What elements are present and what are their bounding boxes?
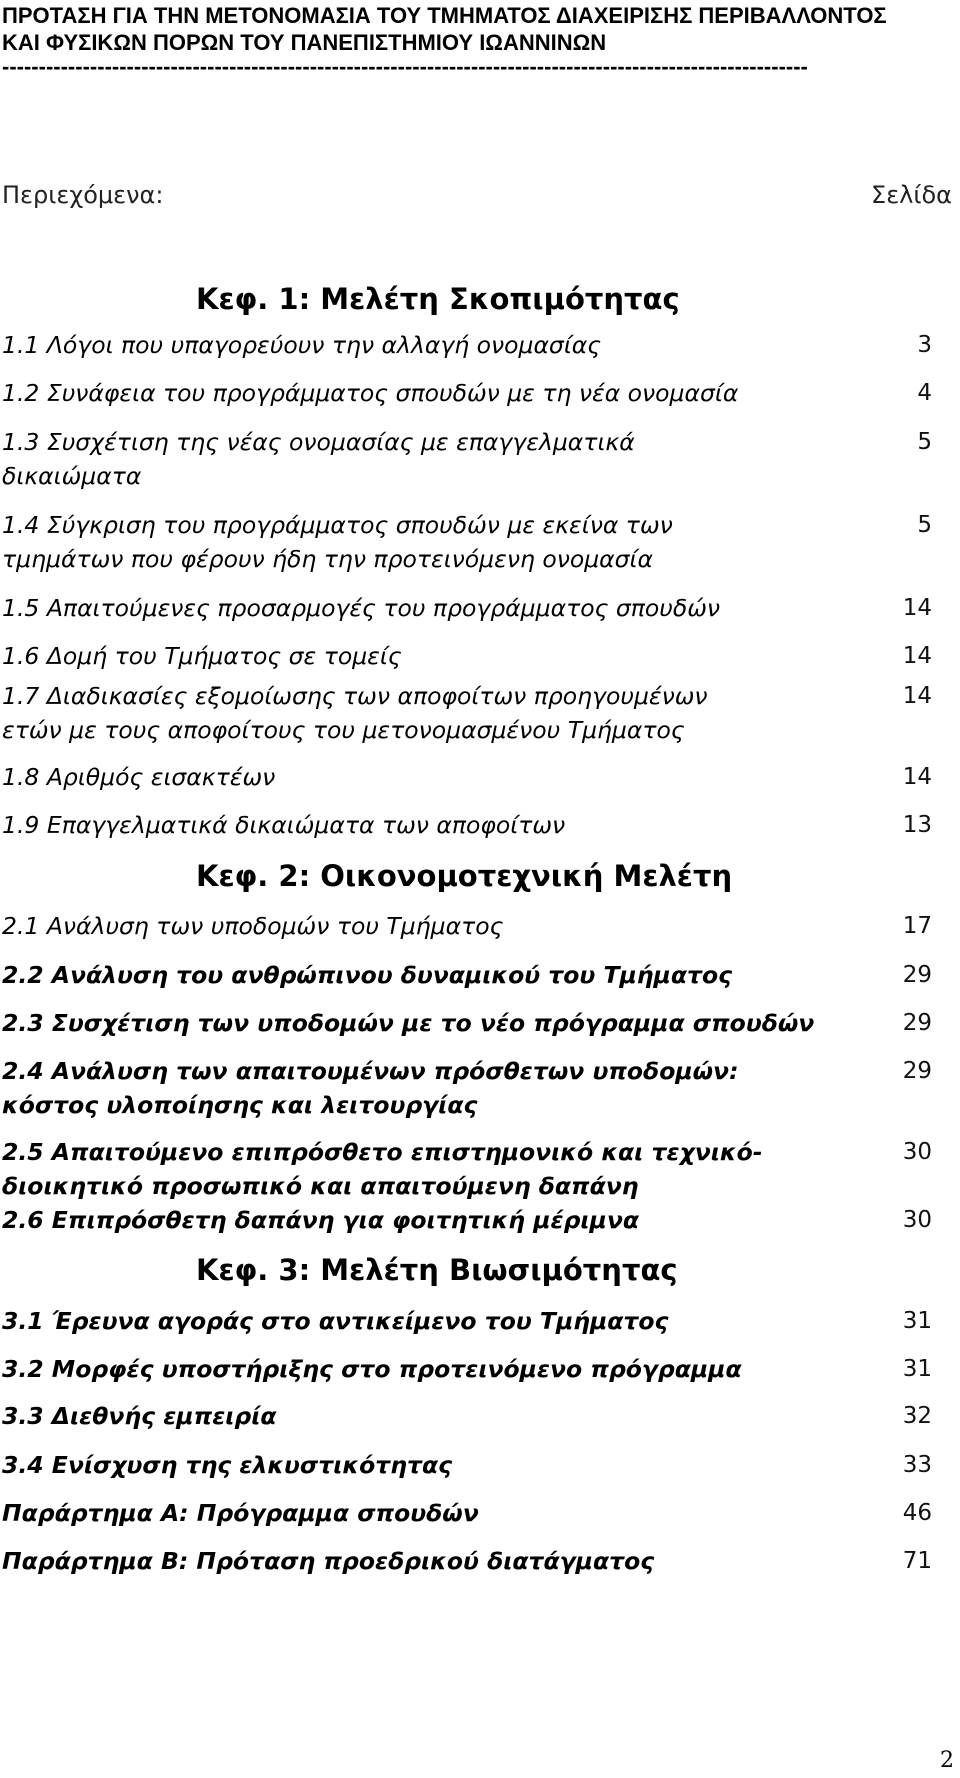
toc-entry-2-3: 2.3 Συσχέτιση των υποδομών με το νέο πρόγραμμα σπουδών 29 [2,1006,932,1040]
toc-page-number: 31 [902,1308,932,1334]
title-line-1: ΠΡΟΤΑΣΗ ΓΙΑ ΤΗΝ ΜΕΤΟΝΟΜΑΣΙΑ ΤΟΥ ΤΜΗΜΑΤΟΣ ΔΙΑΧΕΙΡΙΣΗΣ ΠΕΡΙΒΑΛΛΟΝΤΟΣ [2,3,887,28]
toc-page-number: 3 [917,332,932,358]
toc-page-number: 17 [902,913,932,939]
toc-page-number: 14 [902,595,932,621]
toc-page-number: 30 [902,1139,932,1165]
title-line-2: ΚΑΙ ΦΥΣΙΚΩΝ ΠΟΡΩΝ ΤΟΥ ΠΑΝΕΠΙΣΤΗΜΙΟΥ ΙΩΑΝΝΙΝΩΝ [2,30,607,55]
toc-page-number: 71 [902,1548,932,1574]
toc-entry-2-4: 2.4 Ανάλυση των απαιτουμένων πρόσθετων υποδομών: κόστος υλοποίησης και λειτουργίας 29 [2,1054,932,1122]
toc-page-number: 5 [917,429,932,455]
toc-page-number: 32 [902,1403,932,1429]
toc-entry-1-8: 1.8 Αριθμός εισακτέων 14 [2,760,932,794]
toc-page-number: 5 [917,512,932,538]
toc-page-number: 33 [902,1452,932,1478]
toc-entry-2-1: 2.1 Ανάλυση των υποδομών του Τμήματος 17 [2,909,932,943]
toc-entry-2-5: 2.5 Απαιτούμενο επιπρόσθετο επιστημονικό και τεχνικό- διοικητικό προσωπικό και απαιτούμενη δαπάνη 30 [2,1135,932,1203]
chapter-heading-1: Κεφ. 1: Μελέτη Σκοπιμότητας [196,282,680,316]
chapter-heading-3: Κεφ. 3: Μελέτη Βιωσιμότητας [196,1253,678,1287]
toc-entry-1-9: 1.9 Επαγγελματικά δικαιώματα των αποφοίτων 13 [2,808,932,842]
toc-page-number: 29 [902,1058,932,1084]
toc-entry-1-7: 1.7 Διαδικασίες εξομοίωσης των αποφοίτων προηγουμένων ετών με τους αποφοίτους του μετονομασμένου Τμήματος 14 [2,679,932,747]
toc-entry-2-6: 2.6 Επιπρόσθετη δαπάνη για φοιτητική μέριμνα 30 [2,1203,932,1237]
toc-page-number: 13 [902,812,932,838]
toc-entry-2-2: 2.2 Ανάλυση του ανθρώπινου δυναμικού του Τμήματος 29 [2,958,932,992]
toc-entry-3-4: 3.4 Ενίσχυση της ελκυστικότητας 33 [2,1448,932,1482]
chapter-heading-2: Κεφ. 2: Οικονομοτεχνική Μελέτη [196,859,733,893]
toc-page-number: 29 [902,962,932,988]
toc-entry-1-4: 1.4 Σύγκριση του προγράμματος σπουδών με εκείνα των τμημάτων που φέρουν ήδη την προτεινόμενη ονομασία 5 [2,508,932,576]
document-title [2,2,887,56]
toc-page-number: 31 [902,1356,932,1382]
toc-header [2,180,952,210]
toc-page-number: 14 [902,643,932,669]
toc-entry-3-2: 3.2 Μορφές υποστήριξης στο προτεινόμενο πρόγραμμα 31 [2,1352,932,1386]
title-separator: -------------------------------------------------------------------------------------------------------------- [2,54,808,79]
toc-entry-3-1: 3.1 Έρευνα αγοράς στο αντικείμενο του Τμήματος 31 [2,1304,932,1338]
toc-page-number: 29 [902,1010,932,1036]
toc-page-column-heading: Σελίδα [871,181,952,209]
toc-page-number: 4 [917,380,932,406]
toc-heading: Περιεχόμενα: [2,181,164,209]
toc-page-number: 14 [902,683,932,709]
toc-entry-1-1: 1.1 Λόγοι που υπαγορεύουν την αλλαγή ονομασίας 3 [2,328,932,362]
toc-entry-1-3: 1.3 Συσχέτιση της νέας ονομασίας με επαγγελματικά δικαιώματα 5 [2,425,932,493]
toc-entry-3-3: 3.3 Διεθνής εμπειρία 32 [2,1399,932,1433]
toc-page-number: 14 [902,764,932,790]
toc-entry-1-5: 1.5 Απαιτούμενες προσαρμογές του προγράμματος σπουδών 14 [2,591,932,625]
toc-page-number: 30 [902,1207,932,1233]
toc-appendix-a: Παράρτημα Α: Πρόγραμμα σπουδών 46 [2,1496,932,1530]
toc-entry-1-6: 1.6 Δομή του Τμήματος σε τομείς 14 [2,639,932,673]
toc-page-number: 46 [902,1500,932,1526]
page-number: 2 [940,1748,954,1773]
toc-appendix-b: Παράρτημα Β: Πρόταση προεδρικού διατάγματος 71 [2,1544,932,1578]
toc-entry-1-2: 1.2 Συνάφεια του προγράμματος σπουδών με τη νέα ονομασία 4 [2,376,932,410]
